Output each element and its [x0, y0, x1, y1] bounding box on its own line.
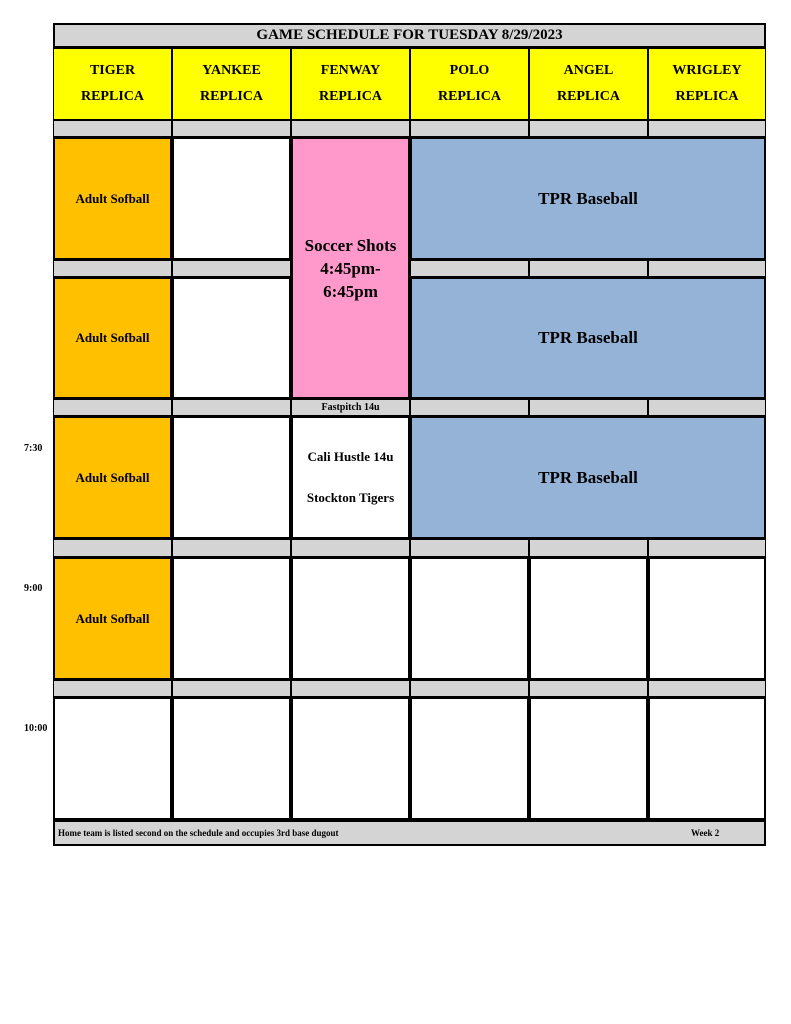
team-away: Cali Hustle 14u	[307, 448, 394, 464]
separator-cell	[648, 680, 766, 697]
time-label: 7:30	[24, 443, 43, 454]
slot-adult-softball: Adult Sofball	[53, 557, 172, 680]
field-header-tiger	[53, 48, 172, 120]
schedule-footer	[53, 820, 766, 846]
separator-cell	[410, 399, 529, 416]
field-type: REPLICA	[318, 89, 382, 104]
separator-cell	[172, 399, 291, 416]
field-type: REPLICA	[437, 89, 501, 104]
field-header-yankee	[172, 48, 291, 120]
soccer-time-start: 4:45pm-	[320, 258, 381, 278]
separator-cell	[648, 539, 766, 557]
separator-cell	[529, 539, 648, 557]
field-type: REPLICA	[675, 89, 739, 104]
separator-cell	[291, 680, 410, 697]
field-name: YANKEE	[202, 63, 261, 78]
separator-cell	[53, 680, 172, 697]
field-type: REPLICA	[556, 89, 620, 104]
separator-cell	[648, 399, 766, 416]
field-header-wrigley	[648, 48, 766, 120]
separator-cell	[53, 399, 172, 416]
slot-empty	[172, 697, 291, 820]
slot-empty	[172, 557, 291, 680]
footer-note: Home team is listed second on the schedule and occupies 3rd base dugout	[58, 828, 339, 838]
soccer-time-end: 6:45pm	[323, 281, 378, 301]
slot-empty	[529, 557, 648, 680]
slot-tpr-baseball: TPR Baseball	[410, 416, 766, 539]
slot-adult-softball: Adult Sofball	[53, 277, 172, 399]
field-type: REPLICA	[80, 89, 144, 104]
slot-fastpitch-matchup	[291, 416, 410, 539]
slot-adult-softball: Adult Sofball	[53, 416, 172, 539]
separator-cell	[53, 120, 172, 137]
slot-tpr-baseball: TPR Baseball	[410, 137, 766, 260]
field-name: ANGEL	[563, 63, 614, 78]
separator-cell	[410, 120, 529, 137]
slot-empty	[291, 697, 410, 820]
soccer-title: Soccer Shots	[304, 235, 397, 255]
slot-empty	[410, 697, 529, 820]
separator-fastpitch-label: Fastpitch 14u	[291, 399, 410, 416]
slot-tpr-baseball: TPR Baseball	[410, 277, 766, 399]
separator-cell	[529, 120, 648, 137]
field-name: WRIGLEY	[672, 63, 742, 78]
separator-cell	[648, 260, 766, 277]
separator-cell	[529, 260, 648, 277]
separator-cell	[291, 539, 410, 557]
slot-empty	[172, 137, 291, 260]
time-label: 9:00	[24, 583, 43, 594]
schedule-sheet	[53, 23, 766, 846]
team-home: Stockton Tigers	[306, 490, 395, 506]
slot-empty	[529, 697, 648, 820]
separator-cell	[529, 399, 648, 416]
separator-cell	[410, 539, 529, 557]
separator-cell	[648, 120, 766, 137]
field-name: POLO	[449, 63, 490, 78]
separator-cell	[53, 260, 172, 277]
separator-cell	[172, 120, 291, 137]
slot-empty	[53, 697, 172, 820]
slot-empty	[172, 277, 291, 399]
slot-empty	[648, 557, 766, 680]
schedule-title: GAME SCHEDULE FOR TUESDAY 8/29/2023	[53, 23, 766, 48]
time-label: 10:00	[24, 723, 48, 734]
slot-empty	[410, 557, 529, 680]
slot-empty	[648, 697, 766, 820]
separator-cell	[410, 260, 529, 277]
slot-empty	[291, 557, 410, 680]
separator-cell	[172, 680, 291, 697]
separator-cell	[529, 680, 648, 697]
slot-empty	[172, 416, 291, 539]
separator-cell	[172, 260, 291, 277]
slot-soccer-shots	[291, 137, 410, 399]
field-header-polo	[410, 48, 529, 120]
separator-cell	[410, 680, 529, 697]
field-header-fenway	[291, 48, 410, 120]
footer-week: Week 2	[691, 828, 720, 838]
separator-cell	[53, 539, 172, 557]
separator-cell	[172, 539, 291, 557]
field-name: FENWAY	[320, 63, 381, 78]
field-header-angel	[529, 48, 648, 120]
field-name: TIGER	[89, 63, 136, 78]
separator-cell	[291, 120, 410, 137]
field-type: REPLICA	[199, 89, 263, 104]
slot-adult-softball: Adult Sofball	[53, 137, 172, 260]
